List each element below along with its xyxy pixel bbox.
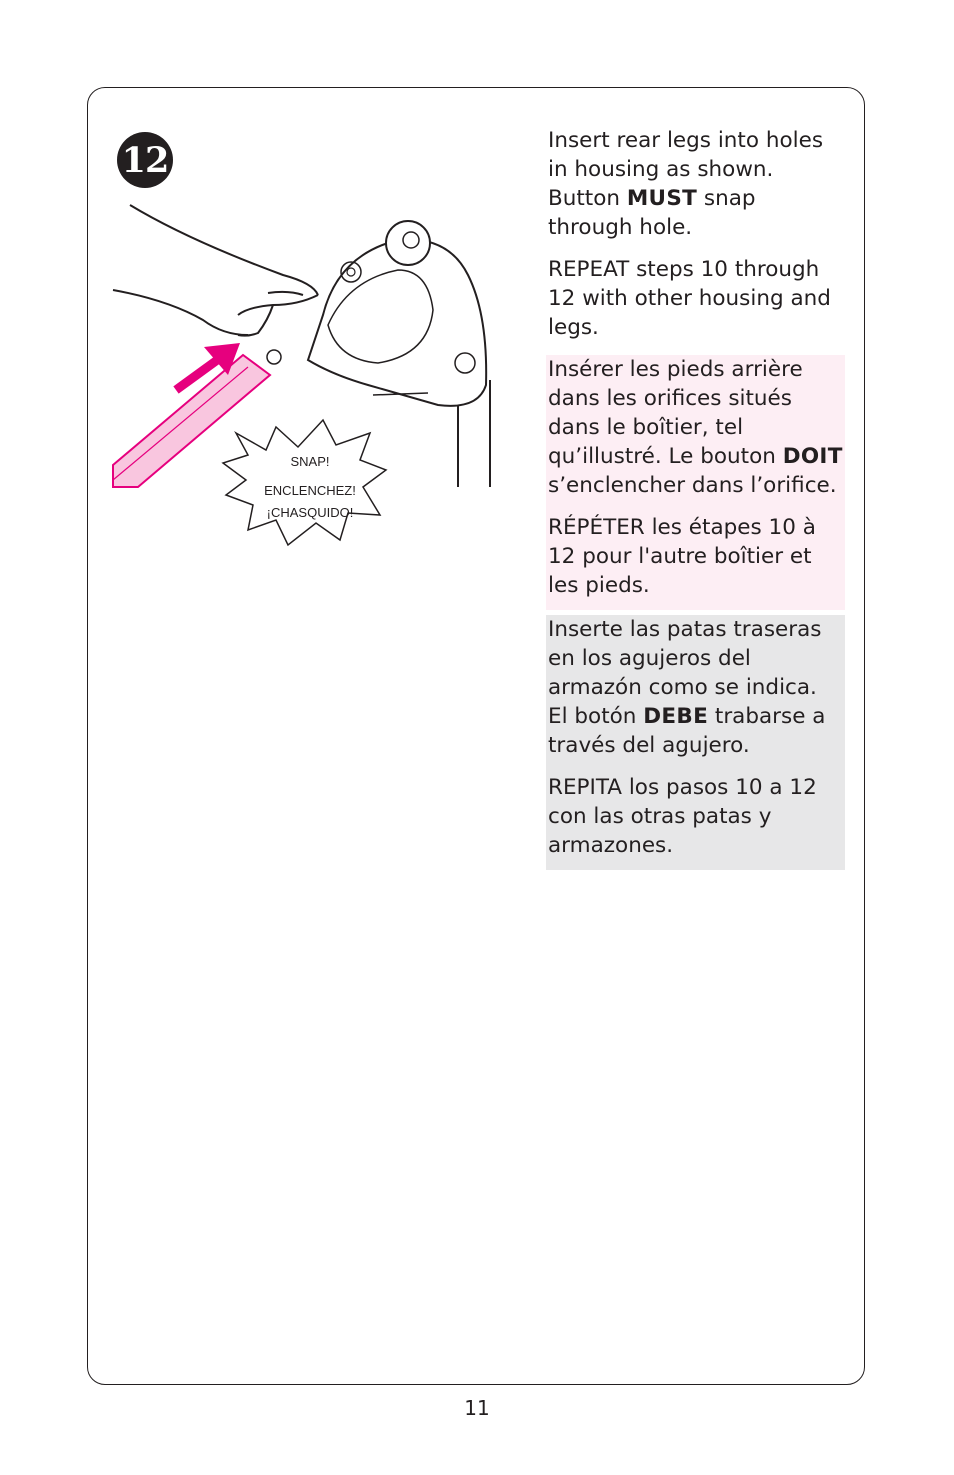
snap-callout bbox=[223, 420, 386, 545]
english-instructions bbox=[546, 126, 845, 342]
callout-chasquido: ¡CHASQUIDO! bbox=[266, 505, 354, 520]
housing bbox=[267, 221, 486, 406]
step-number-badge bbox=[117, 132, 173, 188]
spanish-instructions bbox=[546, 615, 845, 870]
spanish-step-text: Inserte las patas traseras en los agujeros del armazón como se indica. El botón DEBE trabarse a través del agujero. bbox=[548, 617, 826, 758]
doit-emphasis: DOIT bbox=[782, 444, 843, 469]
french-step-text: Insérer les pieds arrière dans les orifices situés dans le boîtier, tel qu’illustré. Le bouton DOIT s’enclencher dans l’orifice. bbox=[548, 357, 843, 498]
must-emphasis: MUST bbox=[626, 186, 698, 211]
page-number: 11 bbox=[464, 1396, 490, 1420]
callout-snap: SNAP! bbox=[290, 454, 330, 469]
step-number: 12 bbox=[121, 139, 169, 181]
french-instructions bbox=[546, 355, 845, 610]
hand bbox=[113, 205, 318, 336]
debe-emphasis: DEBE bbox=[643, 704, 709, 729]
english-step-text: Insert rear legs into holes in housing as shown. Button MUST snap through hole. bbox=[548, 128, 824, 240]
english-repeat-text: REPEAT steps 10 through 12 with other housing and legs. bbox=[548, 257, 831, 340]
assembly-illustration bbox=[108, 195, 508, 555]
french-repeat-text: RÉPÉTER les étapes 10 à 12 pour l'autre boîtier et les pieds. bbox=[548, 515, 816, 598]
spanish-repeat-text: REPITA los pasos 10 a 12 con las otras patas y armazones. bbox=[548, 775, 817, 858]
callout-enclenchez: ENCLENCHEZ! bbox=[264, 483, 356, 498]
